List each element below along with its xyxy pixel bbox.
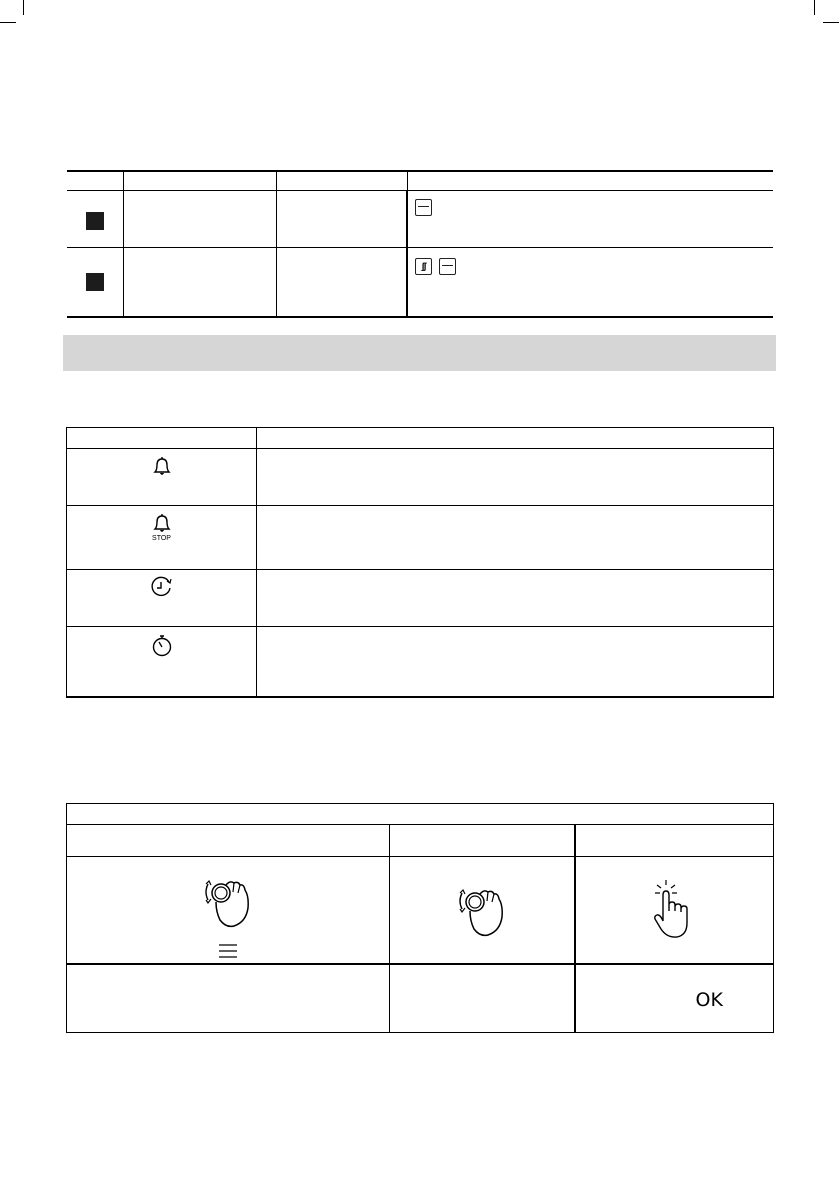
table-row — [67, 627, 774, 697]
table-cell — [276, 190, 407, 247]
crop-mark-left — [0, 22, 16, 23]
oven-bottom-heat-icon — [415, 199, 432, 216]
oven-bottom-heat-icon — [439, 258, 456, 275]
table-row — [67, 247, 773, 317]
header-cell — [67, 171, 123, 190]
oven-steam-icon: ʃʃ — [415, 258, 432, 275]
table-row — [67, 570, 774, 627]
hand-turn-knob-icon — [450, 875, 514, 939]
table-header-row — [67, 171, 773, 190]
clock-arrow-icon — [149, 574, 175, 600]
hand-turn-knob-icon — [196, 866, 260, 930]
bell-stop-icon — [150, 512, 174, 536]
bell-icon — [150, 455, 174, 479]
control-usage-table — [66, 803, 774, 1033]
crop-mark-top — [814, 0, 815, 15]
table-row — [67, 190, 773, 247]
table-header-row — [67, 825, 774, 857]
black-square-icon — [86, 273, 104, 291]
oven-functions-table — [67, 170, 773, 318]
table-row — [67, 857, 774, 964]
section-heading-band — [63, 335, 776, 371]
table-header-row — [67, 804, 774, 825]
crop-mark-right — [823, 22, 839, 23]
header-cell — [123, 171, 276, 190]
stopwatch-icon — [149, 632, 175, 658]
table-row — [67, 506, 774, 570]
table-header-row — [67, 428, 774, 449]
table-cell — [123, 247, 276, 317]
black-square-icon — [86, 212, 104, 230]
stop-label: STOP — [152, 535, 171, 542]
table-row — [67, 964, 774, 1033]
table-cell — [123, 190, 276, 247]
header-cell — [276, 171, 407, 190]
table-cell — [276, 247, 407, 317]
clock-functions-table — [66, 427, 774, 698]
menu-lines-icon — [218, 943, 238, 959]
ok-label: OK — [695, 988, 723, 1011]
crop-mark-top — [23, 0, 24, 15]
header-cell — [407, 171, 773, 190]
finger-touch-icon — [649, 877, 699, 941]
table-row — [67, 449, 774, 506]
